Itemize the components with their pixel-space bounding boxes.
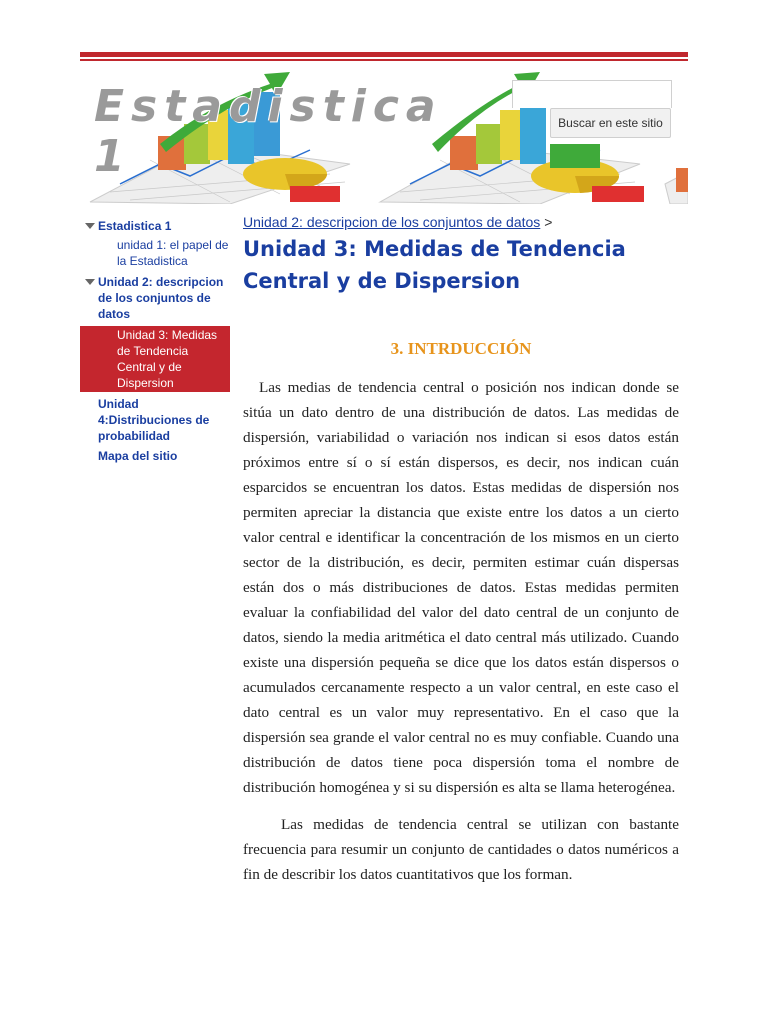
- page-title: Unidad 3: Medidas de Tendencia Central y de Dispersion: [243, 237, 626, 293]
- sidebar-item-label[interactable]: Unidad 3: Medidas de Tendencia Central y de Dispersion: [117, 328, 218, 390]
- search-button[interactable]: Buscar en este sitio: [550, 108, 671, 138]
- sidebar-item-mapa-del-sitio[interactable]: [80, 448, 230, 464]
- sidebar-item-estadistica-1[interactable]: [80, 218, 230, 234]
- breadcrumb: [243, 212, 679, 232]
- sidebar-item-label[interactable]: Mapa del sitio: [98, 449, 178, 463]
- site-title[interactable]: Estadistica 1: [94, 81, 443, 182]
- breadcrumb-separator: >: [544, 214, 553, 230]
- sidebar-item-label[interactable]: Unidad 2: descripcion de los conjuntos de datos: [98, 275, 224, 321]
- sidebar-item-label[interactable]: Estadistica 1: [98, 219, 172, 233]
- section-heading: 3. INTRDUCCIÓN: [390, 339, 532, 358]
- intro-paragraph: Las medias de tendencia central o posición nos indican donde se sitúa un dato dentro de una distribución de datos. Las medidas de dispersión, variabilidad o variación nos indican si esos datos están próximos entre sí o sí están dispersos, es decir, nos indican cuán esparcidos se encuentran los datos. Estas medidas de dispersión nos permiten apreciar la distancia que existe entre los datos a un cierto valor central e identificar la concentración de los mismos en un cierto sector de la distribución, es decir, permiten estimar cuán dispersas están dos o más distribuciones de datos. Estas medidas permiten evaluar la confiabilidad del valor del dato central de un conjunto de datos, siendo la media aritmética el dato central más utilizado. Cuando existe una dispersión pequeña se dice que los datos están dispersos o acumulados cercanamente respecto a un valor central, en este caso el dato central es un valor muy representativo. En el caso que la dispersión sea grande el valor central no es muy confiable. Cuando una distribución de datos tiene poca dispersión toma el nombre de distribución homogénea y si su dispersión es alta se llama heterogénea.: [243, 379, 679, 796]
- sidebar-item-unidad-3-active[interactable]: [80, 326, 230, 392]
- sidebar-item-label[interactable]: unidad 1: el papel de la Estadistica: [117, 238, 229, 268]
- sidebar-item-label[interactable]: Unidad 4:Distribuciones de probabilidad: [98, 397, 210, 443]
- second-paragraph: Las medidas de tendencia central se utilizan con bastante frecuencia para resumir un conjunto de cantidades o datos numéricos a fin de describir los datos cuantitativos que los forman.: [243, 816, 679, 883]
- header-top-stripe: [80, 52, 688, 57]
- triangle-down-icon[interactable]: [85, 223, 95, 229]
- sidebar-item-unidad-4[interactable]: [80, 396, 230, 444]
- header-thin-stripe: [80, 59, 688, 61]
- sidebar-item-unidad-1[interactable]: [80, 237, 230, 269]
- breadcrumb-link-unidad-2[interactable]: Unidad 2: descripcion de los conjuntos de datos: [243, 214, 541, 230]
- sidebar-navigation: [80, 216, 230, 464]
- main-content: [243, 212, 679, 887]
- search-input[interactable]: [512, 80, 672, 108]
- triangle-down-icon[interactable]: [85, 279, 95, 285]
- sidebar-item-unidad-2[interactable]: [80, 274, 230, 322]
